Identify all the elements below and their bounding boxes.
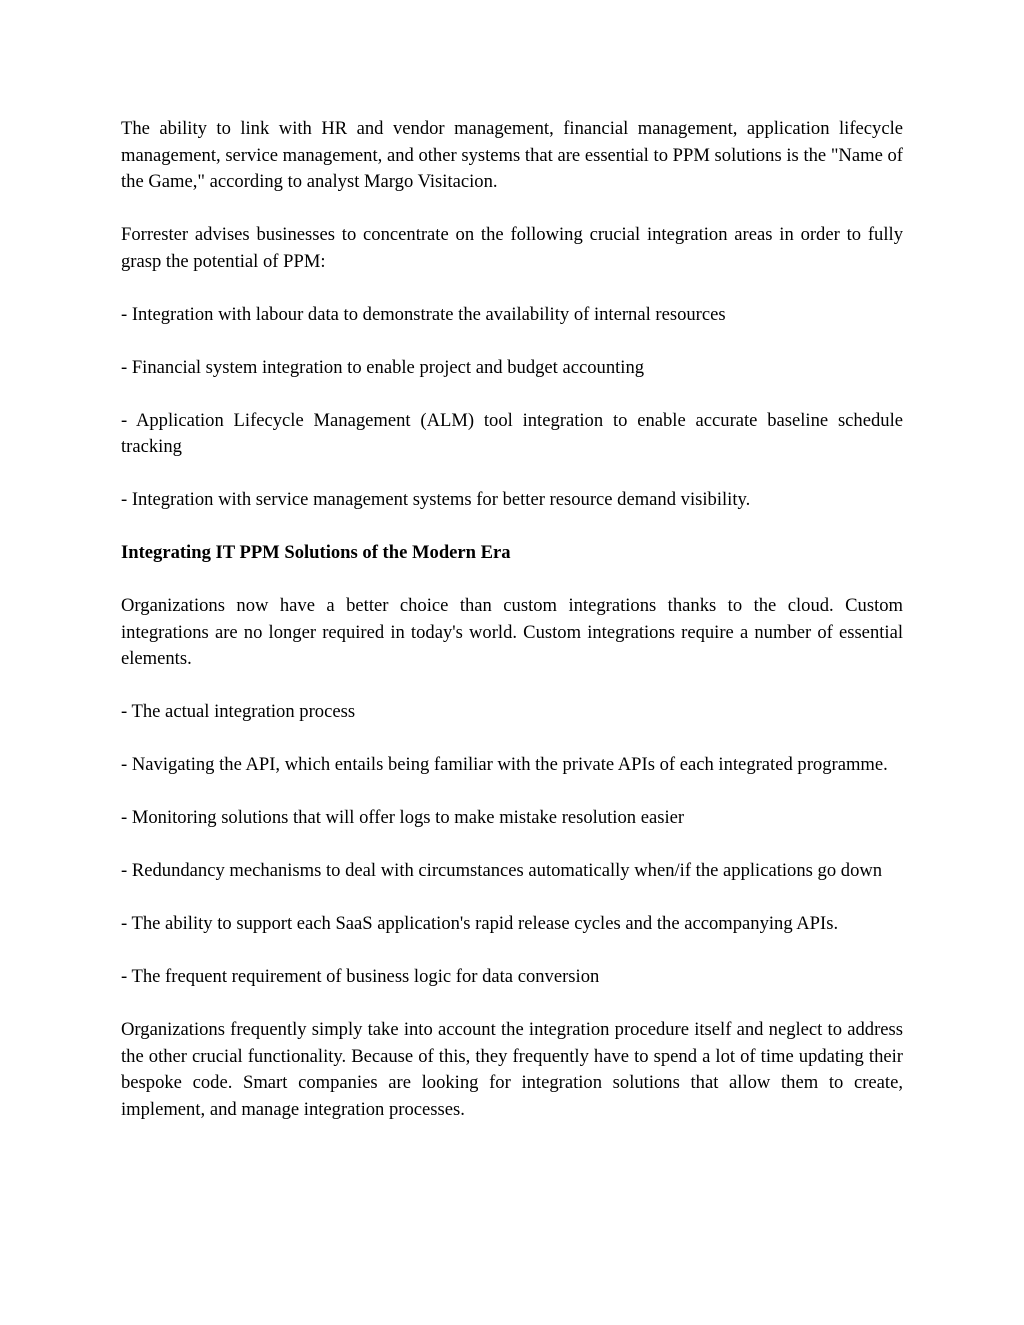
intro-paragraph-2: Forrester advises businesses to concentrate on the following crucial integration areas in order to fully grasp the potential of PPM: — [121, 224, 903, 272]
integration-area-item: - Integration with service management systems for better resource demand visibility. — [121, 489, 751, 510]
essential-element-item: - Navigating the API, which entails being familiar with the private APIs of each integrated programme. — [121, 754, 888, 775]
essential-element-item: - Redundancy mechanisms to deal with circumstances automatically when/if the applications go down — [121, 860, 883, 881]
essential-element-item: - The frequent requirement of business logic for data conversion — [121, 966, 600, 987]
integration-area-item: - Financial system integration to enable project and budget accounting — [121, 356, 645, 378]
integration-area-item: - Application Lifecycle Management (ALM) tool integration to enable accurate baseline schedule tracking — [121, 409, 903, 457]
essential-element-item: - The actual integration process — [121, 701, 356, 722]
integration-area-item: - Integration with labour data to demonstrate the availability of internal resources — [121, 303, 726, 325]
essential-element-item: - Monitoring solutions that will offer logs to make mistake resolution easier — [121, 807, 685, 828]
closing-paragraph: Organizations frequently simply take into account the integration procedure itself and neglect to address the other crucial functionality. Because of this, they frequently have to spend a lot of time updating their bespoke code. Smart companies are looking for integration solutions that allow them to create, implement, and manage integration processes. — [121, 1019, 903, 1120]
section-intro-paragraph: Organizations now have a better choice than custom integrations thanks to the cloud. Custom integrations are no longer required in today's world. Custom integrations require a number of essential elements. — [121, 595, 903, 669]
intro-paragraph-1: The ability to link with HR and vendor management, financial management, application lifecycle management, service management, and other systems that are essential to PPM solutions is the "Name of the Game," according to analyst Margo Visitacion. — [121, 118, 903, 192]
essential-element-item: - The ability to support each SaaS application's rapid release cycles and the accompanying APIs. — [121, 913, 839, 934]
section-heading: Integrating IT PPM Solutions of the Modern Era — [121, 542, 511, 563]
document-body — [121, 116, 903, 1123]
